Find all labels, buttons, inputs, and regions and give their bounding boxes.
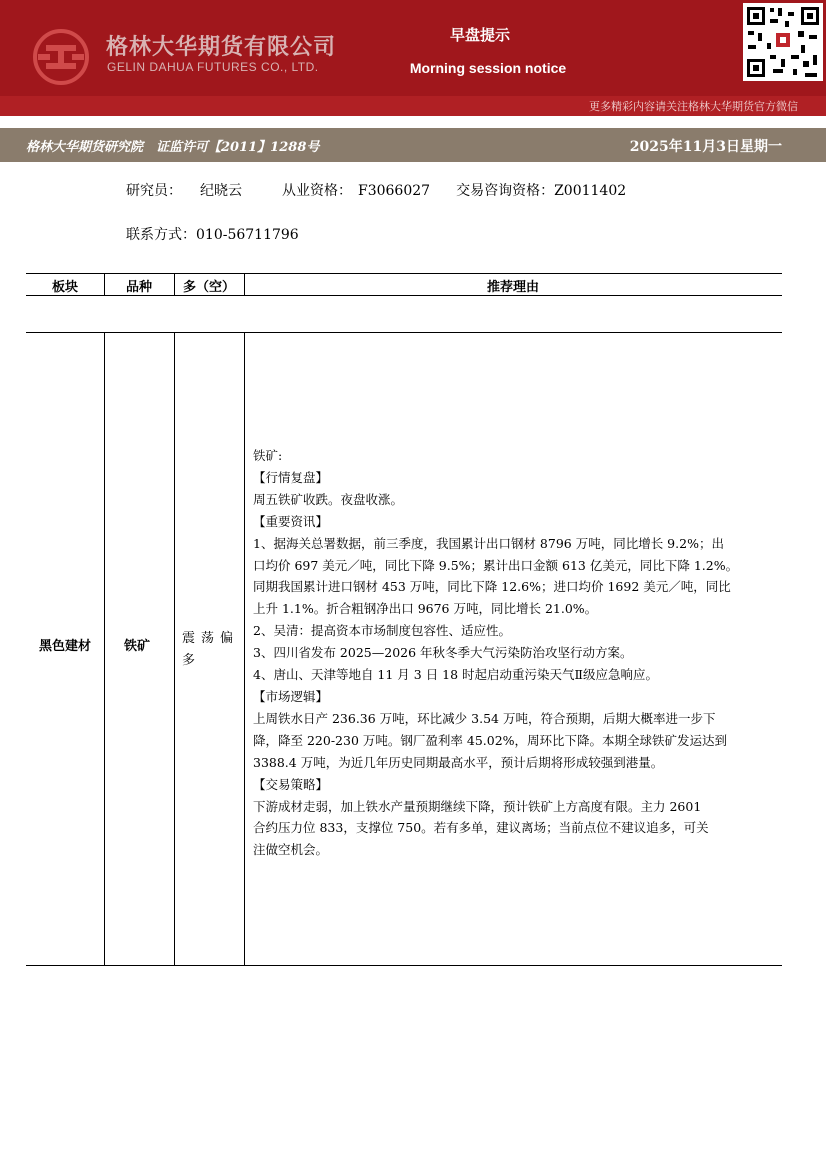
report-title-en: Morning session notice <box>409 60 567 76</box>
header-banner <box>0 0 826 96</box>
col-header-sector: 板块 <box>51 280 78 295</box>
report-title-cn: 早盘提示 <box>449 26 510 44</box>
reason-line: 上升 1.1%。折合粗钢净出口 9676 万吨，同比增长 21.0%。 <box>253 601 598 617</box>
wechat-note: 更多精彩内容请关注格林大华期货官方微信 <box>589 100 798 113</box>
reason-line: 注做空机会。 <box>253 842 329 858</box>
reason-line: 口均价 697 美元／吨，同比下降 9.5%；累计出口金额 613 亿美元，同比下降 1.2%。 <box>253 557 739 573</box>
table-divider <box>174 332 175 965</box>
qualification-label: 从业资格： <box>282 183 352 199</box>
table-bottom-border <box>26 965 782 966</box>
consult-number: Z0011402 <box>554 183 627 199</box>
cell-sector: 黑色建材 <box>38 639 91 654</box>
researcher-name: 纪晓云 <box>200 183 242 199</box>
wechat-note-bar <box>0 96 826 116</box>
cell-reason <box>253 445 783 861</box>
report-date: 2025年11月3日星期一 <box>629 139 782 155</box>
contact-number: 010-56711796 <box>196 227 299 243</box>
cell-direction: 震荡偏多 <box>182 631 240 668</box>
reason-line: 3388.4 万吨，为近几年历史同期最高水平，预计后期将形成较强到港量。 <box>253 754 664 770</box>
table-divider <box>104 332 105 965</box>
table-header-bottom-border <box>26 295 782 296</box>
info-bar <box>0 128 826 162</box>
reason-line: 【市场逻辑】 <box>253 688 329 704</box>
reason-line: 3、四川省发布 2025—2026 年秋冬季大气污染防治攻坚行动方案。 <box>253 645 633 661</box>
contact-line <box>126 224 299 244</box>
researcher-label: 研究员： <box>126 183 182 199</box>
reason-line: 同期我国累计进口钢材 453 万吨，同比下降 12.6%；进口均价 1692 美元／吨，同比 <box>253 579 731 595</box>
cell-variety: 铁矿 <box>124 639 151 654</box>
reason-line: 【行情复盘】 <box>253 469 329 485</box>
researcher-line <box>126 180 644 200</box>
table-divider <box>244 332 245 965</box>
company-logo-icon <box>32 28 90 86</box>
consult-label: 交易咨询资格： <box>456 183 555 199</box>
col-header-reason: 推荐理由 <box>486 280 539 295</box>
wechat-qr-code-icon <box>743 3 823 81</box>
reason-line: 2、吴清：提高资本市场制度包容性、适应性。 <box>253 623 511 639</box>
reason-line: 合约压力位 833，支撑位 750。若有多单，建议离场；当前点位不建议追多，可关 <box>253 820 709 836</box>
institute-license: 格林大华期货研究院 证监许可【2011】1288号 <box>26 140 320 155</box>
reason-line: 周五铁矿收跌。夜盘收涨。 <box>253 491 404 507</box>
reason-line: 【重要资讯】 <box>253 513 329 529</box>
table-row-top-border <box>26 332 782 333</box>
col-header-direction: 多（空） <box>182 280 235 295</box>
table-top-border <box>26 273 782 274</box>
reason-line: 下游成材走弱，加上铁水产量预期继续下降，预计铁矿上方高度有限。主力 2601 <box>253 798 702 814</box>
reason-line: 【交易策略】 <box>253 776 329 792</box>
company-name-en: GELIN DAHUA FUTURES CO., LTD. <box>107 60 319 74</box>
reason-line: 铁矿: <box>253 448 283 463</box>
reason-line: 降，降至 220-230 万吨。钢厂盈利率 45.02%，周环比下降。本期全球铁矿发运达到 <box>253 732 728 748</box>
company-name-cn: 格林大华期货有限公司 <box>106 35 337 60</box>
col-header-variety: 品种 <box>125 280 152 295</box>
contact-label: 联系方式： <box>126 227 196 243</box>
qualification-number: F3066027 <box>358 183 431 199</box>
reason-line: 1、据海关总署数据，前三季度，我国累计出口钢材 8796 万吨，同比增长 9.2%；出 <box>253 535 724 551</box>
reason-line: 上周铁水日产 236.36 万吨，环比减少 3.54 万吨，符合预期，后期大概率进一步下 <box>253 710 716 726</box>
reason-line: 4、唐山、天津等地自 11 月 3 日 18 时起启动重污染天气Ⅱ级应急响应。 <box>253 667 659 683</box>
